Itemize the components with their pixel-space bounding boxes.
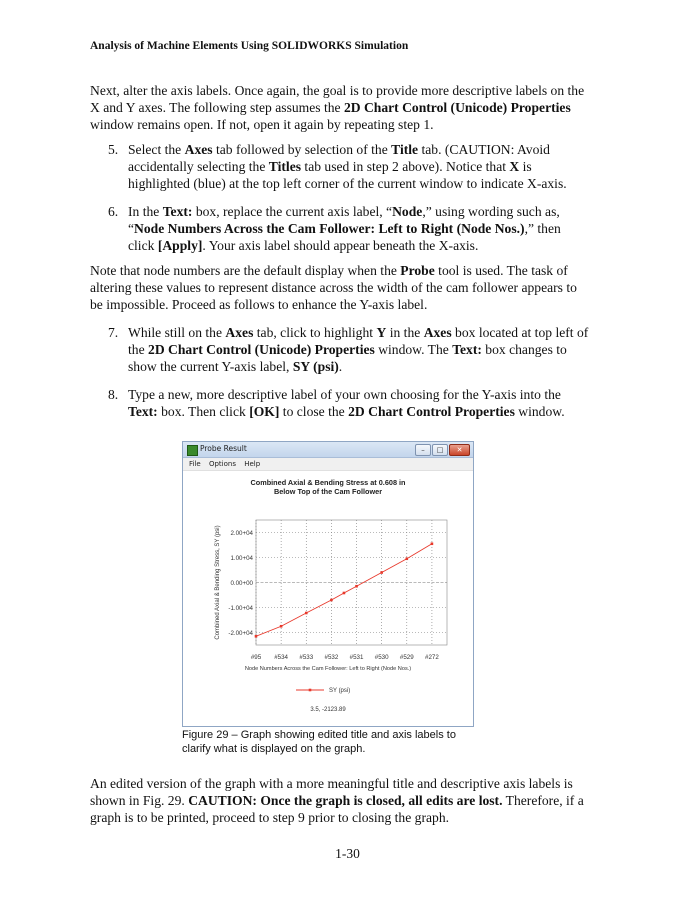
x-tick-label: #530 [374, 654, 389, 661]
y-tick-label: -1.00+04 [228, 604, 253, 612]
minimize-button[interactable]: – [415, 444, 431, 456]
intro-paragraph: Next, alter the axis labels. Once again, the goal is to provide more descriptive labels on the X and Y axes. The following step assumes the 2D Chart Control (Unicode) Properties window remains open. If not, open it again by repeating step 1. [90, 83, 585, 132]
x-tick-label: #534 [274, 654, 289, 661]
y-axis-label: Combined Axial & Bending Stress, SY (psi) [215, 525, 221, 640]
cursor-readout: 3.5, -2123.89 [310, 707, 346, 713]
maximize-button[interactable]: □ [432, 444, 448, 456]
app-icon [187, 445, 198, 456]
data-point [431, 542, 434, 545]
legend-marker [309, 689, 312, 692]
step-5: 5. Select the Axes tab followed by selection of the Title tab. (CAUTION: Avoid accidentally selecting the Titles tab used in step 2 above). Notice that X is highlighted (blue) at the top left corner of the current window to indicate X-axis. [108, 142, 567, 191]
data-point [405, 557, 408, 560]
step-number: 7. [108, 325, 119, 340]
x-tick-label: #272 [425, 654, 439, 661]
data-point [343, 592, 346, 595]
data-point [305, 612, 308, 615]
stress-chart[interactable] [183, 470, 473, 725]
data-point [355, 585, 358, 588]
x-tick-label: #533 [299, 654, 314, 661]
close-button[interactable]: ✕ [449, 444, 470, 456]
data-point [255, 635, 258, 638]
y-tick-label: 2.00+04 [230, 529, 253, 537]
y-tick-label: -2.00+04 [228, 629, 253, 637]
x-tick-label: #95 [250, 654, 262, 661]
data-point [380, 571, 383, 574]
x-tick-label: #532 [324, 654, 339, 661]
probe-result-window [182, 441, 474, 727]
step-number: 8. [108, 387, 119, 402]
data-point [280, 625, 283, 628]
page-number: 1-30 [335, 846, 360, 861]
x-axis-label: Node Numbers Across the Cam Follower: Left to Right (Node Nos.) [244, 666, 412, 672]
step-number: 5. [108, 142, 119, 157]
closing-paragraph: An edited version of the graph with a more meaningful title and descriptive axis labels is shown in Fig. 29. CAUTION: Once the graph is closed, all edits are lost. Therefore, if a graph is to be printed, proceed to step 9 prior to closing the graph. [90, 776, 584, 825]
x-tick-label: #529 [399, 654, 414, 661]
chart-title-line-2: Below Top of the Cam Follower [273, 487, 383, 496]
figure-caption: Figure 29 – Graph showing edited title and axis labels to clarify what is displayed on the graph. [182, 729, 456, 755]
menu-options[interactable]: Options [208, 460, 236, 468]
step-7: 7. While still on the Axes tab, click to highlight Y in the Axes box located at top left of the 2D Chart Control (Unicode) Properties window. The Text: box changes to show the current Y-axis label, SY (psi). [108, 325, 589, 374]
chart-title-line-1: Combined Axial & Bending Stress at 0.608 in [250, 478, 406, 487]
data-point [330, 599, 333, 602]
window-title: Probe Result [200, 444, 247, 453]
x-tick-label: #531 [349, 654, 364, 661]
running-head: Analysis of Machine Elements Using SOLIDWORKS Simulation [90, 40, 409, 52]
y-tick-label: 0.00+00 [230, 579, 253, 587]
step-6: 6. In the Text: box, replace the current axis label, “Node,” using wording such as, “Node Numbers Across the Cam Follower: Left to Right (Node Nos.),” then click [Apply]. Your axis label should appear beneath the X-axis. [108, 204, 561, 253]
step-number: 6. [108, 204, 119, 219]
menu-help[interactable]: Help [244, 460, 261, 468]
legend-label: SY (psi) [329, 688, 351, 695]
menu-file[interactable]: File [189, 460, 201, 468]
note-paragraph: Note that node numbers are the default display when the Probe tool is used. The task of altering these values to represent distance across the width of the cam follower appears to be impossible. Proceed as follows to enhance the Y-axis label. [90, 263, 577, 312]
step-8: 8. Type a new, more descriptive label of your own choosing for the Y-axis into the Text: box. Then click [OK] to close the 2D Chart Control Properties window. [108, 387, 565, 419]
window-titlebar[interactable] [183, 442, 473, 458]
y-tick-label: 1.00+04 [230, 554, 253, 562]
